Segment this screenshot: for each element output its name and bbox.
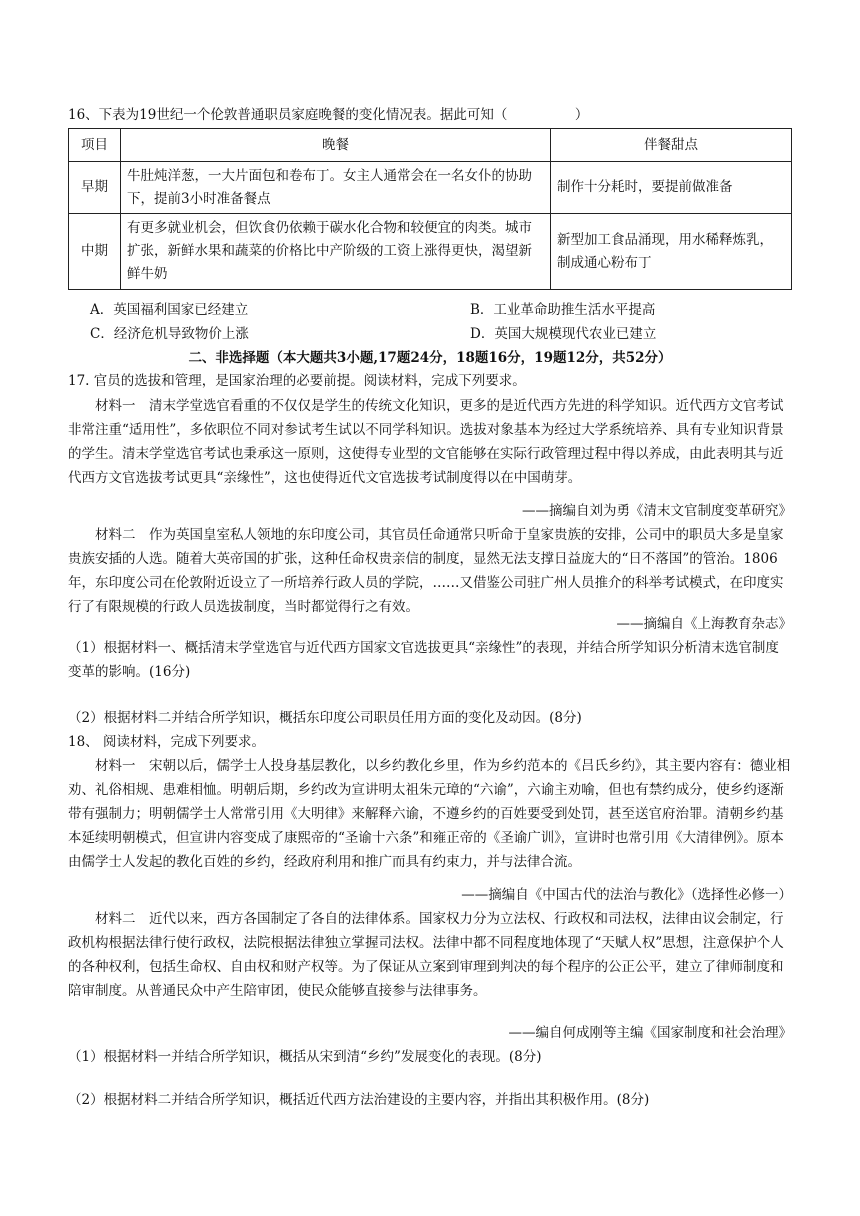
table-cell-label: 中期 [69, 214, 121, 290]
table-header: 伴餐甜点 [551, 129, 792, 162]
table-cell-dinner: 有更多就业机会，但饮食仍依赖于碳水化合物和较便宜的肉类。城市扩张，新鲜水果和蔬菜的价格比中产阶级的工资上涨得更快，渴望新鲜牛奶 [121, 214, 551, 290]
table-header: 晚餐 [121, 129, 551, 162]
table-cell-dessert: 制作十分耗时，要提前做准备 [551, 162, 792, 214]
q17-question-2: （2）根据材料二并结合所学知识，概括东印度公司职员任用方面的变化及动因。(8分) [68, 710, 582, 726]
q17-stem: 17. 官员的选拔和管理，是国家治理的必要前提。阅读材料，完成下列要求。 [68, 373, 526, 389]
table-cell-label: 早期 [69, 162, 121, 214]
q17-material-1-source: ——摘编自刘为勇《清末文官制度变革研究》 [522, 503, 792, 519]
q16-options-row1 [90, 298, 790, 322]
table-header-row [69, 129, 792, 162]
option-a: A．英国福利国家已经建立 [90, 302, 249, 318]
option-b: B．工业革命助推生活水平提高 [470, 302, 656, 318]
table-header: 项目 [69, 129, 121, 162]
q18-question-1: （1）根据材料一并结合所学知识，概括从宋到清“乡约”发展变化的表现。(8分) [68, 1049, 542, 1065]
q18-material-1: 材料一 宋朝以后，儒学士人投身基层教化，以乡约教化乡里，作为乡约范本的《吕氏乡约》，其主要内容有：德业相劝、礼俗相规、患难相恤。明朝后期，乡约改为宣讲明太祖朱元璋的“六谕”，六谕主劝喻，但也有禁约成分，使乡约逐渐带有强制力；明朝儒学士人常常引用《大明律》来解释六谕，不遵乡约的百姓要受到处罚，甚至送官府治罪。清朝乡约基本延续明朝模式，但宣讲内容变成了康熙帝的“圣谕十六条”和雍正帝的《圣谕广训》，宣讲时也常引用《大清律例》。原本由儒学士人发起的教化百姓的乡约，经政府利用和推广而具有约束力，并与法律合流。 [68, 758, 791, 870]
option-d: D．英国大规模现代农业已建立 [470, 326, 657, 342]
q17-question-1: （1）根据材料一、概括清末学堂选官与近代西方国家文官选拔更具“亲缘性”的表现，并结合所学知识分析清末选官制度变革的影响。(16分) [68, 640, 779, 680]
q16-options-row2 [90, 322, 790, 346]
q18-material-2: 材料二 近代以来，西方各国制定了各自的法律体系。国家权力分为立法权、行政权和司法权，法律由议会制定，行政机构根据法律行使行政权，法院根据法律独立掌握司法权。法律中都不同程度地体现了“天赋人权”思想，注意保护个人的各种权利，包括生命权、自由权和财产权等。为了保证从立案到审理到判决的每个程序的公正公平，建立了律师制度和陪审制度。从普通民众中产生陪审团，使民众能够直接参与法律事务。 [68, 911, 784, 999]
section-heading: 二、非选择题（本大题共3小题,17题24分，18题16分，19题12分，共52分） [188, 350, 672, 366]
q17-material-2: 材料二 作为英国皇室私人领地的东印度公司，其官员任命通常只听命于皇家贵族的安排，公司中的职员大多是皇家贵族安插的人选。随着大英帝国的扩张，这种任命权贵亲信的制度，显然无法支撑日益庞大的“日不落国”的管治。1806年，东印度公司在伦敦附近设立了一所培养行政人员的学院，……又借鉴公司驻广州人员推介的科举考试模式，在印度实行了有限规模的行政人员选拔制度，当时都觉得行之有效。 [68, 527, 784, 615]
table-row [69, 214, 792, 290]
q17-material-1: 材料一 清末学堂选官看重的不仅仅是学生的传统文化知识，更多的是近代西方先进的科学知识。近代西方文官考试非常注重“适用性”，多依职位不同对参试考生试以不同学科知识。选拔对象基本为经过大学系统培养、具有专业知识背景的学生。清末学堂选官考试也秉承这一原则，这使得专业型的文官能够在实际行政管理过程中得以养成，由此表明其与近代西方文官选拔考试更具“亲缘性”，这也使得近代文官选拔考试制度得以在中国萌芽。 [68, 398, 784, 486]
table-cell-dinner: 牛肚炖洋葱，一大片面包和卷布丁。女主人通常会在一名女仆的协助下，提前3小时准备餐点 [121, 162, 551, 214]
q16-table [68, 128, 792, 290]
table-cell-dessert: 新型加工食品涌现，用水稀释炼乳，制成通心粉布丁 [551, 214, 792, 290]
option-c: C．经济危机导致物价上涨 [90, 326, 249, 342]
q18-material-2-source: ——编自何成刚等主编《国家制度和社会治理》 [508, 1025, 792, 1041]
q18-stem: 18、 阅读材料，完成下列要求。 [68, 734, 265, 750]
q18-question-2: （2）根据材料二并结合所学知识，概括近代西方法治建设的主要内容，并指出其积极作用。(8分) [68, 1092, 650, 1108]
q16-stem: 16、下表为19世纪一个伦敦普通职员家庭晚餐的变化情况表。据此可知（ ） [68, 107, 589, 123]
q17-material-2-source: ——摘编自《上海教育杂志》 [616, 616, 792, 632]
q18-material-1-source: ——摘编自《中国古代的法治与教化》（选择性必修一） [461, 887, 792, 903]
table-row [69, 162, 792, 214]
